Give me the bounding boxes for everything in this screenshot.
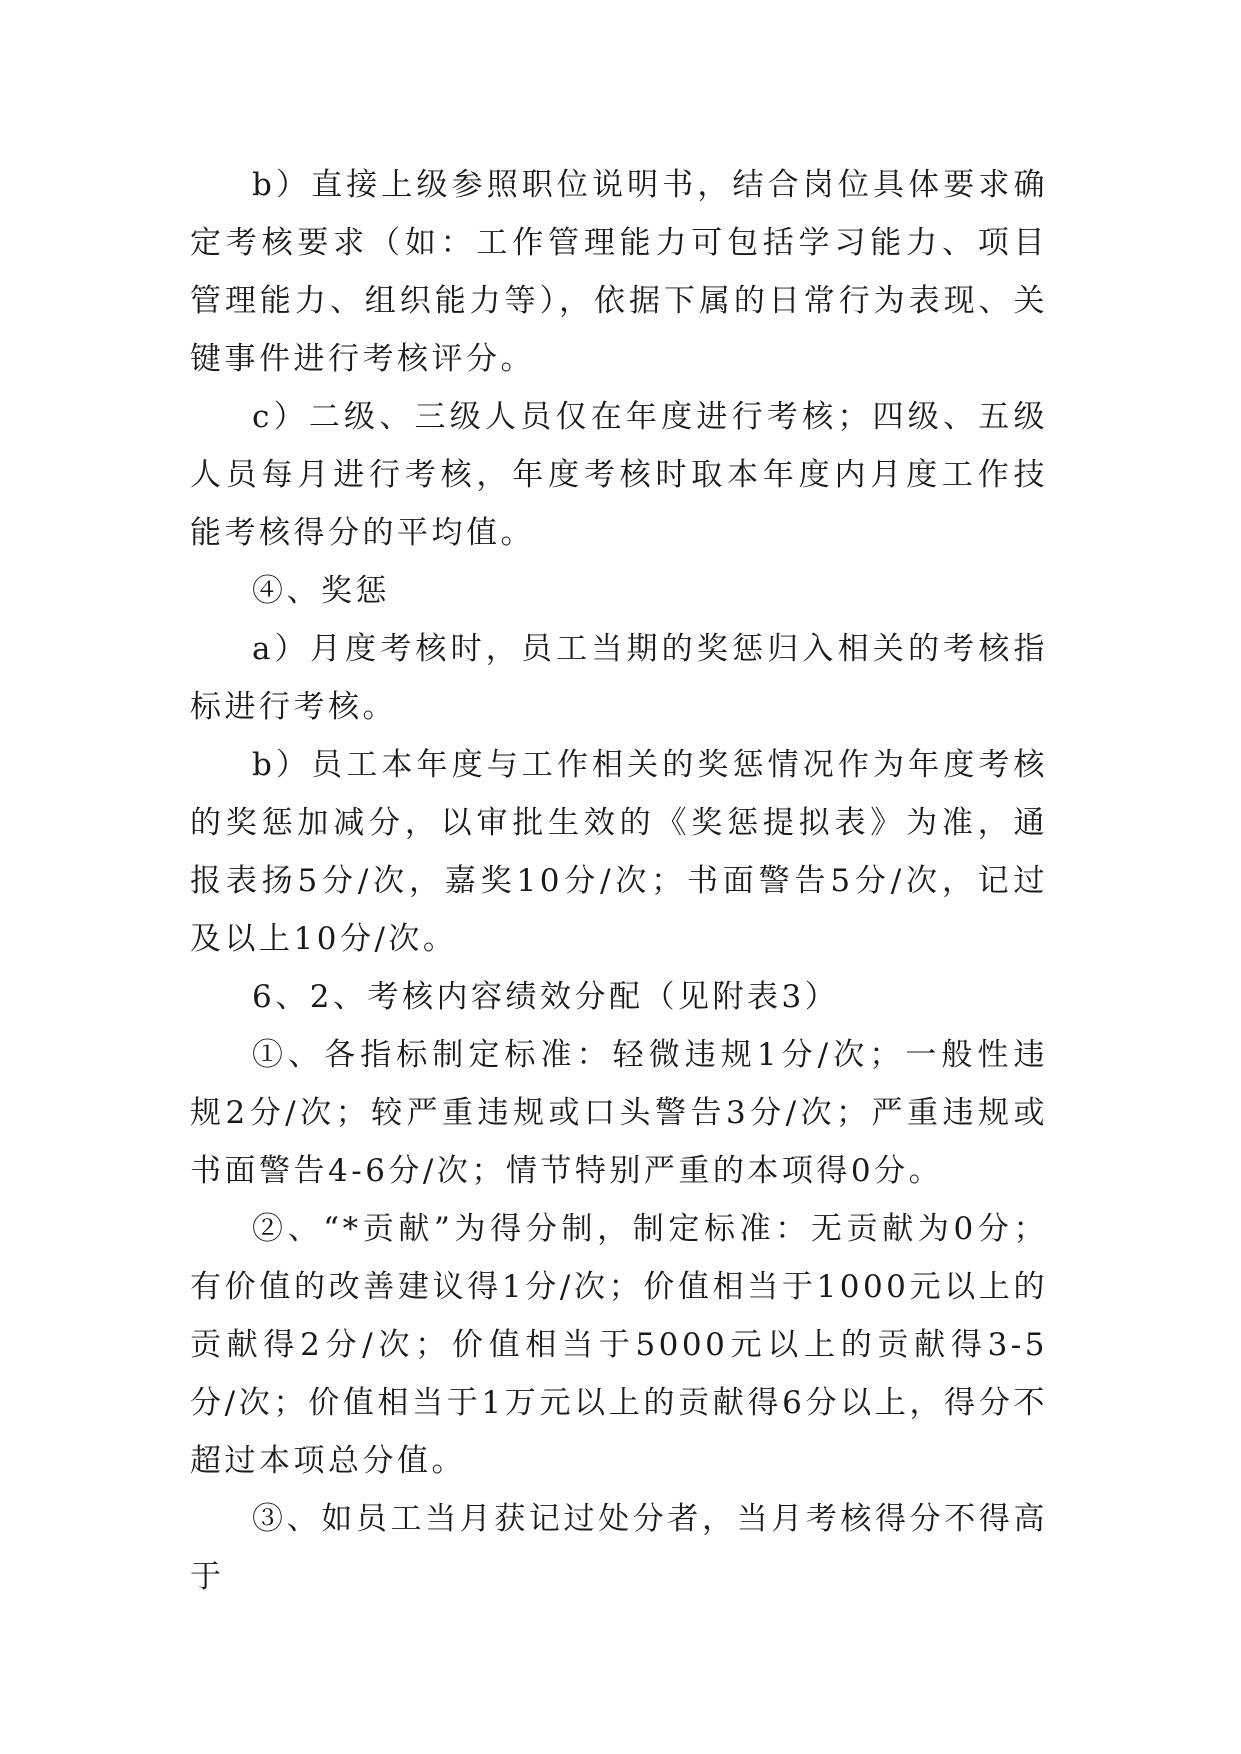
paragraph-a-monthly-rewards: a）月度考核时，员工当期的奖惩归入相关的考核指标进行考核。 xyxy=(190,631,1048,725)
paragraph-b-annual-rewards: b）员工本年度与工作相关的奖惩情况作为年度考核的奖惩加减分，以审批生效的《奖惩提拟表》为准，通报表扬5分/次，嘉奖10分/次；书面警告5分/次，记过及以上10分/次。 xyxy=(190,747,1048,957)
paragraph-b-superior-assessment: b）直接上级参照职位说明书，结合岗位具体要求确定考核要求（如：工作管理能力可包括学习能力、项目管理能力、组织能力等），依据下属的日常行为表现、关键事件进行考核评分。 xyxy=(190,167,1048,377)
paragraph-indicator-standards: ①、各指标制定标准：轻微违规1分/次；一般性违规2分/次；较严重违规或口头警告3分/次；严重违规或书面警告4-6分/次；情节特别严重的本项得0分。 xyxy=(190,1037,1048,1189)
section-heading-rewards-penalties: ④、奖惩 xyxy=(252,573,390,609)
paragraph-contribution-scoring: ②、“*贡献”为得分制，制定标准：无贡献为0分；有价值的改善建议得1分/次；价值相当于1000元以上的贡献得2分/次；价值相当于5000元以上的贡献得3-5分/次；价值相当于1万元以上的贡献得6分以上，得分不超过本项总分值。 xyxy=(190,1211,1048,1479)
document-body xyxy=(190,156,1048,1606)
section-heading-performance-allocation: 6、2、考核内容绩效分配（见附表3） xyxy=(252,979,840,1015)
paragraph-demerit-rule: ③、如员工当月获记过处分者，当月考核得分不得高于 xyxy=(190,1501,1048,1595)
paragraph-c-level-assessment: c）二级、三级人员仅在年度进行考核；四级、五级人员每月进行考核，年度考核时取本年度内月度工作技能考核得分的平均值。 xyxy=(190,399,1048,551)
